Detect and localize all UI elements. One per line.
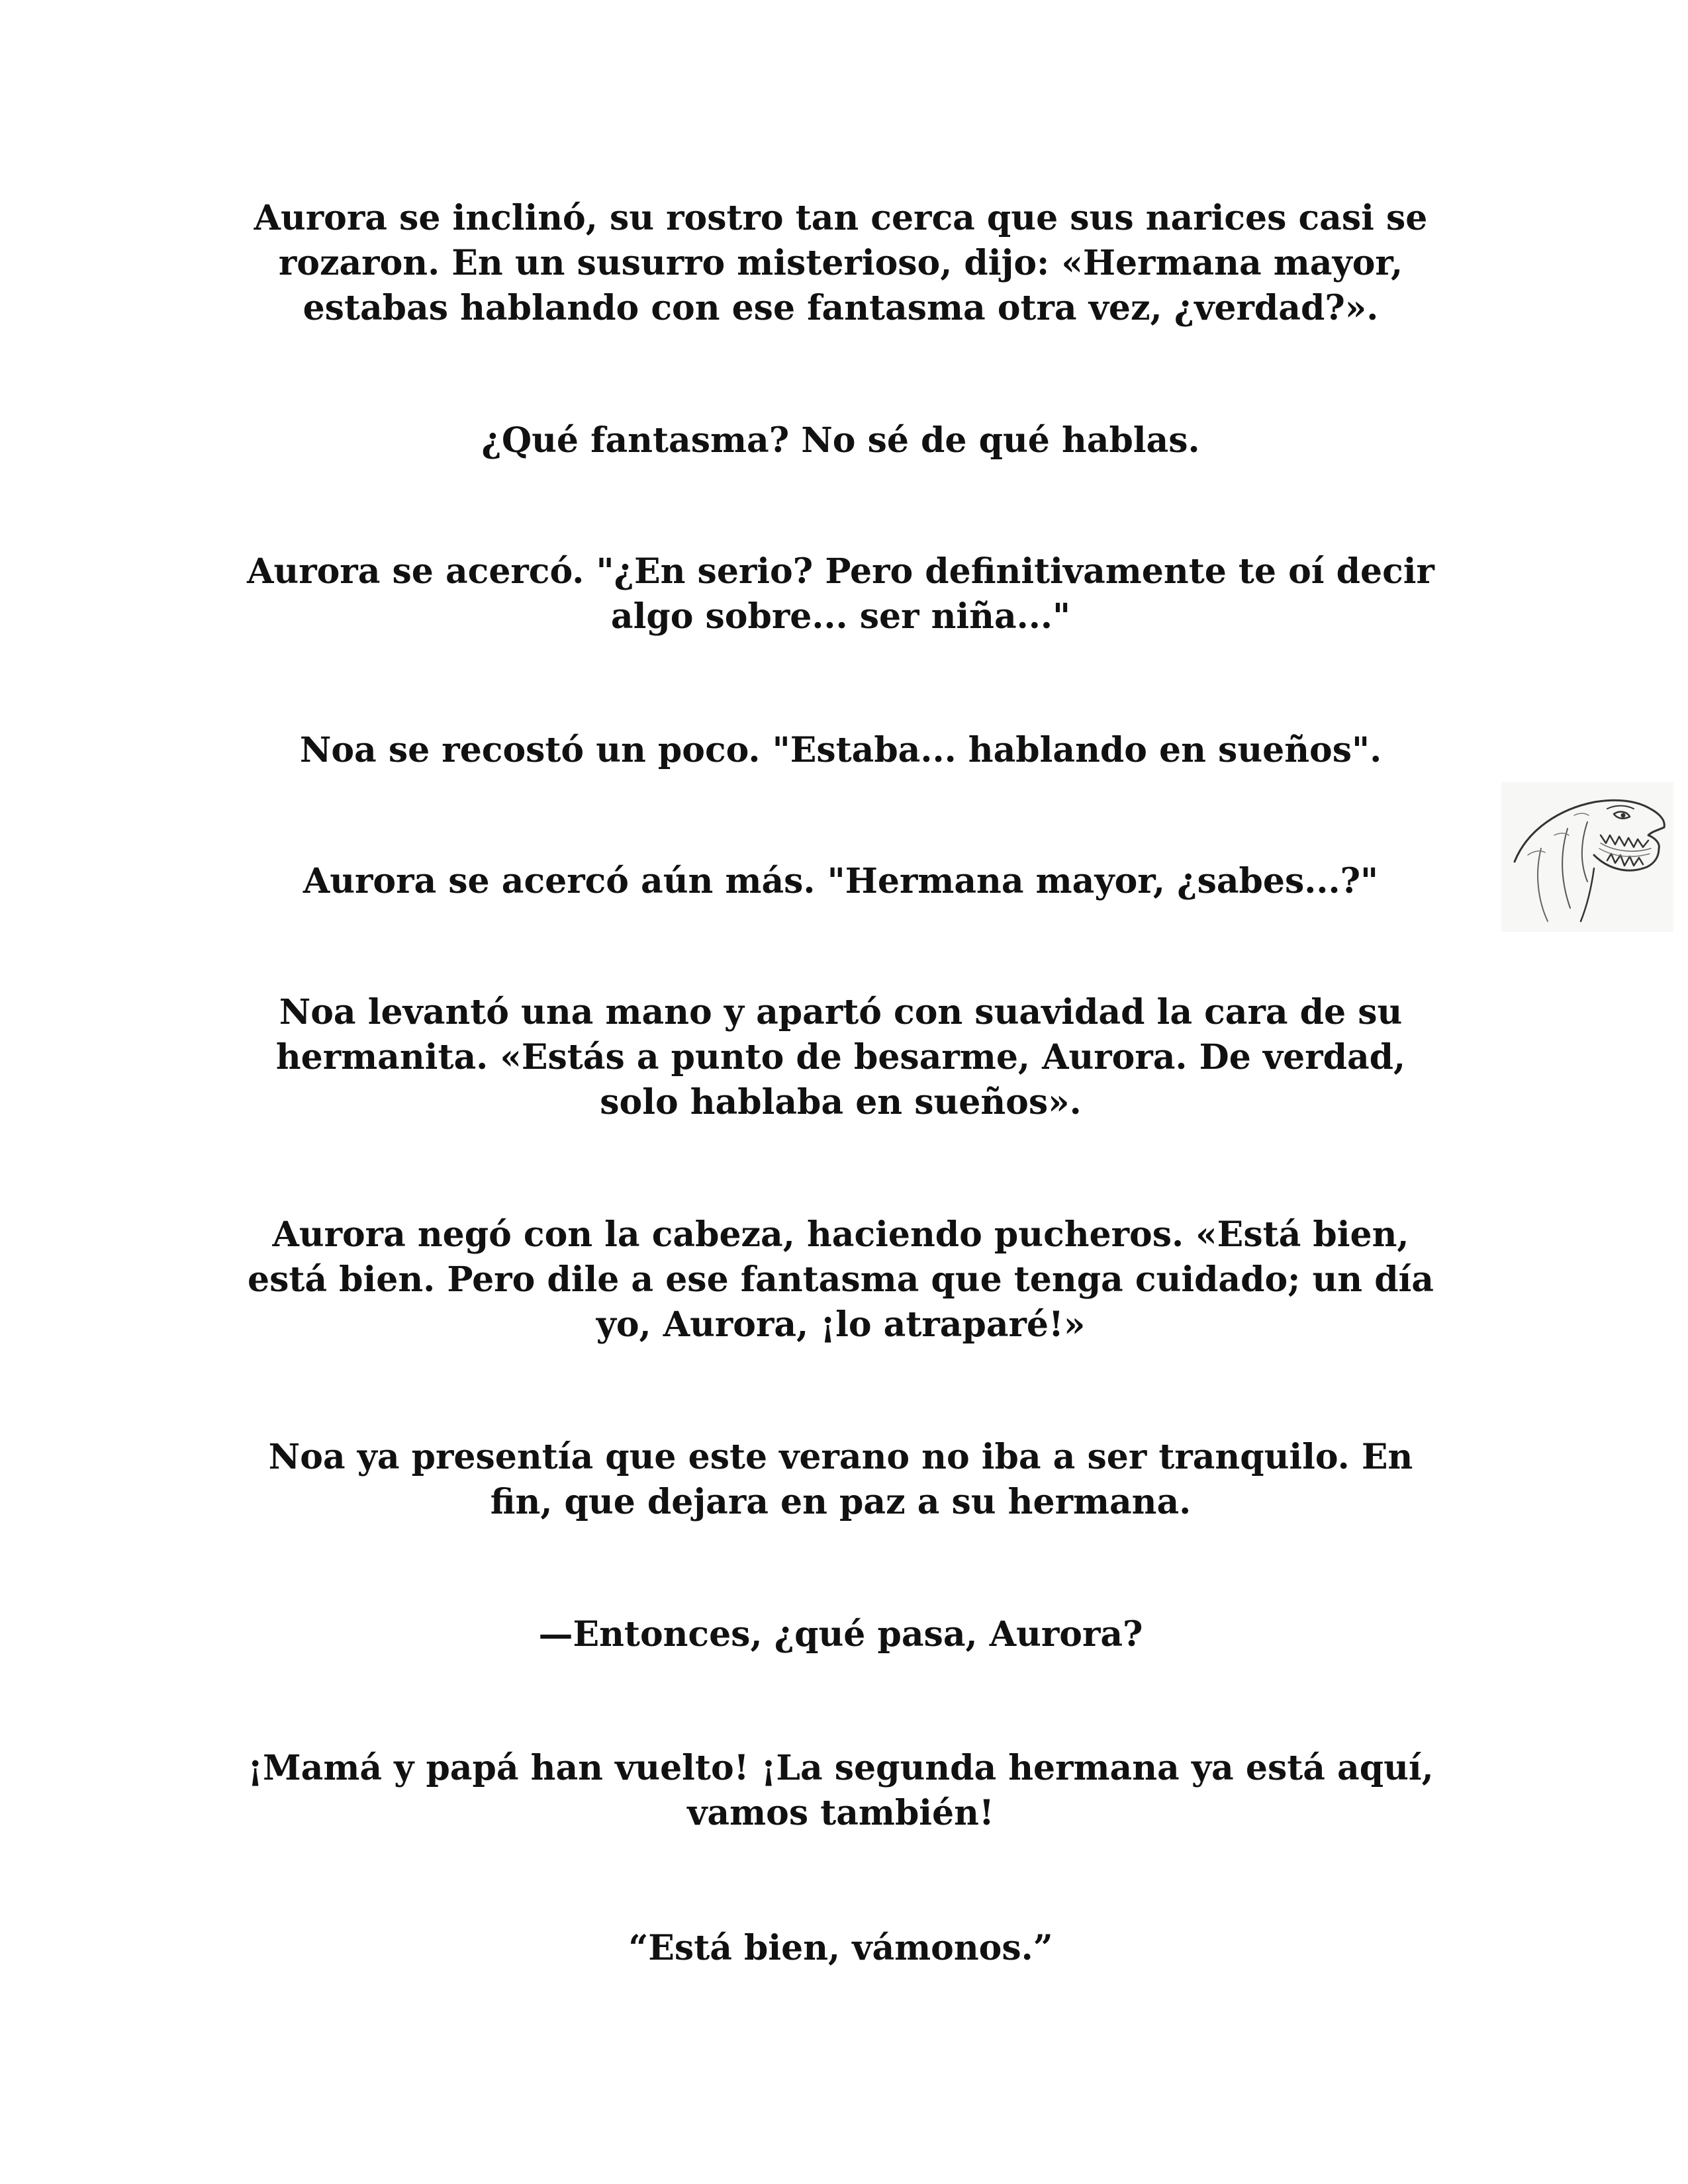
- paragraph-7: [218, 1212, 1463, 1347]
- paragraph-5: [218, 859, 1463, 904]
- paragraph-1: [218, 196, 1463, 331]
- paragraph-11: [218, 1926, 1463, 1971]
- paragraph-line: rozaron. En un susurro misterioso, dijo: «Hermana mayor,: [278, 243, 1403, 283]
- paragraph-line: está bien. Pero dile a ese fantasma que tenga cuidado; un día: [248, 1259, 1434, 1300]
- paragraph-line: hermanita. «Estás a punto de besarme, Aurora. De verdad,: [275, 1037, 1406, 1077]
- paragraph-line: “Está bien, vámonos.”: [628, 1928, 1053, 1968]
- paragraph-line: vamos también!: [687, 1793, 994, 1833]
- paragraph-line: Aurora negó con la cabeza, haciendo pucheros. «Está bien,: [272, 1214, 1409, 1255]
- paragraph-line: algo sobre... ser niña...": [610, 596, 1071, 637]
- paragraph-line: solo hablaba en sueños».: [600, 1082, 1082, 1122]
- paragraph-line: Aurora se acercó. "¿En serio? Pero definitivamente te oí decir: [247, 551, 1434, 592]
- paragraph-line: yo, Aurora, ¡lo atraparé!»: [596, 1304, 1086, 1345]
- paragraph-line: Noa levantó una mano y apartó con suavidad la cara de su: [279, 992, 1403, 1032]
- paragraph-3: [218, 549, 1463, 639]
- paragraph-line: Noa se recostó un poco. "Estaba... hablando en sueños".: [299, 730, 1382, 770]
- paragraph-line: fin, que dejara en paz a su hermana.: [490, 1482, 1192, 1522]
- paragraph-4: [218, 728, 1463, 773]
- paragraph-line: —Entonces, ¿qué pasa, Aurora?: [538, 1614, 1143, 1655]
- paragraph-10: [218, 1746, 1463, 1836]
- paragraph-6: [218, 990, 1463, 1125]
- paragraph-8: [218, 1435, 1463, 1525]
- dinosaur-sketch-icon: [1501, 782, 1673, 932]
- paragraph-line: Noa ya presentía que este verano no iba a ser tranquilo. En: [268, 1437, 1413, 1477]
- paragraph-line: Aurora se acercó aún más. "Hermana mayor, ¿sabes...?": [303, 861, 1379, 901]
- paragraph-2: [218, 418, 1463, 463]
- paragraph-line: ¿Qué fantasma? No sé de qué hablas.: [481, 420, 1200, 461]
- paragraph-line: ¡Mamá y papá han vuelto! ¡La segunda hermana ya está aquí,: [248, 1748, 1434, 1788]
- paragraph-9: [218, 1612, 1463, 1657]
- paragraph-line: estabas hablando con ese fantasma otra vez, ¿verdad?».: [303, 288, 1379, 328]
- paragraph-line: Aurora se inclinó, su rostro tan cerca que sus narices casi se: [254, 198, 1428, 238]
